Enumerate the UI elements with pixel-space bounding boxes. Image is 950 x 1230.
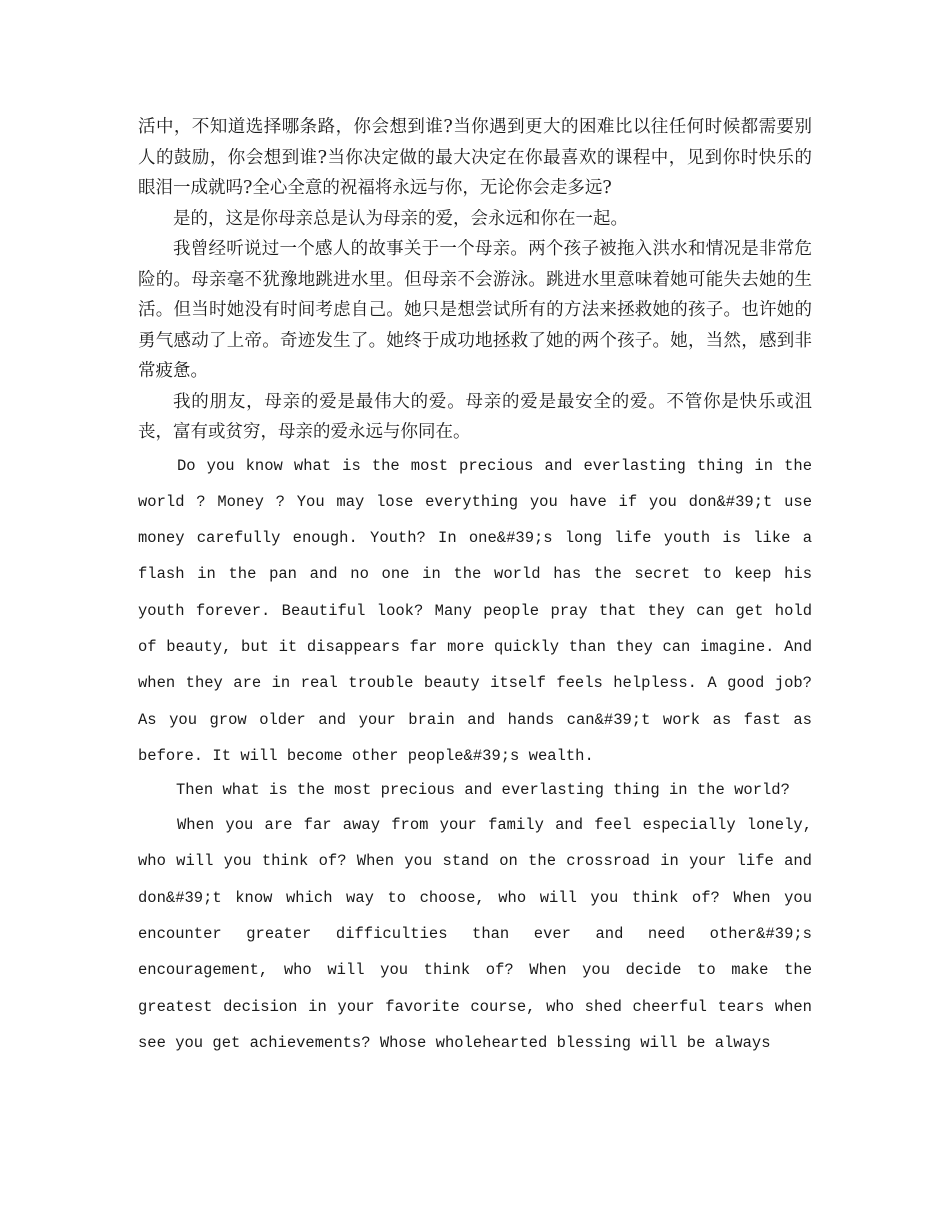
paragraph-en-family: When you are far away from your family and feel especially lonely, who will you think of? When you stand on the crossroad in your life and don&#39;t know which way to choose, who will you think of? When you encounter greater difficulties than ever and need other&#39;s encouragement, who will you think of? When you decide to make the greatest decision in your favorite course, who shed cheerful tears when see you get achievements? Whose wholehearted blessing will be always	[138, 816, 812, 1052]
paragraph-en-precious-thing: Do you know what is the most precious and everlasting thing in the world ? Money ? You may lose everything you have if you don&#39;t use money carefully enough. Youth? In one&#39;s long life youth is like a flash in the pan and no one in the world has the secret to keep his youth forever. Beautiful look? Many people pray that they can get hold of beauty, but it disappears far more quickly than they can imagine. And when they are in real trouble beauty itself feels helpless. A good job? As you grow older and your brain and hands can&#39;t work as fast as before. It will become other people&#39;s wealth.	[138, 456, 812, 765]
paragraph-en-question: Then what is the most precious and everlasting thing in the world?	[176, 781, 790, 800]
paragraph-cn-mother-love: 是的，这是你母亲总是认为母亲的爱，会永远和你在一起。	[173, 208, 628, 229]
paragraph-cn-conclusion: 我的朋友，母亲的爱是最伟大的爱。母亲的爱是最安全的爱。不管你是快乐或沮丧，富有或贫穷，母亲的爱永远与你同在。	[138, 391, 812, 442]
paragraph-cn-story: 我曾经听说过一个感人的故事关于一个母亲。两个孩子被拖入洪水和情况是非常危险的。母亲毫不犹豫地跳进水里。但母亲不会游泳。跳进水里意味着她可能失去她的生活。但当时她没有时间考虑自己。她只是想尝试所有的方法来拯救她的孩子。也许她的勇气感动了上帝。奇迹发生了。她终于成功地拯救了她的两个孩子。她，当然，感到非常疲惫。	[138, 239, 812, 381]
paragraph-cn-continuation: 活中，不知道选择哪条路，你会想到谁?当你遇到更大的困难比以往任何时候都需要别人的鼓励，你会想到谁?当你决定做的最大决定在你最喜欢的课程中，见到你时快乐的眼泪一成就吗?全心全意的祝福将永远与你，无论你会走多远?	[138, 117, 812, 198]
document-page	[138, 112, 812, 1061]
